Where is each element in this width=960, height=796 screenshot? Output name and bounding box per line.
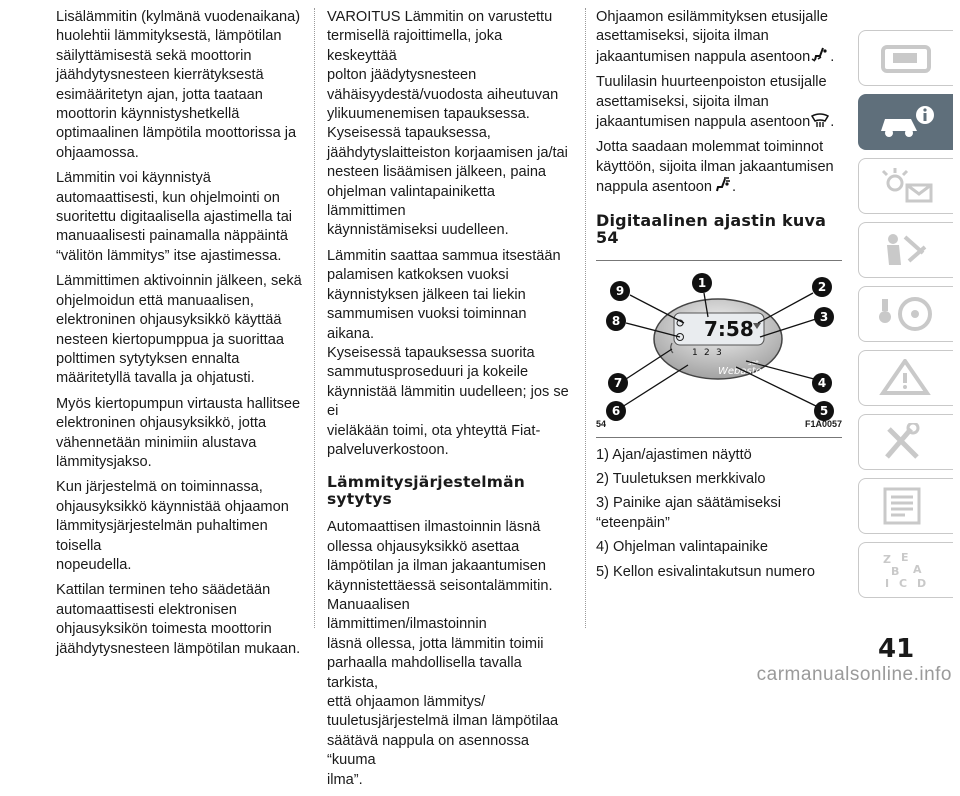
- chapter-sidebar: [858, 30, 954, 606]
- digital-timer-illustration: [596, 261, 842, 437]
- warning-lights-icon: [877, 167, 937, 205]
- section-heading: Digitaalinen ajastin kuva 54: [596, 210, 827, 247]
- column-1: [56, 8, 302, 665]
- tab-emergency[interactable]: [858, 350, 953, 406]
- tab-driving[interactable]: [858, 286, 953, 342]
- program-digit: 2: [704, 347, 710, 358]
- car-dashboard-icon: [877, 39, 937, 77]
- paragraph: Lämmitin voi käynnistyä automaattisesti, kun ohjelmointi on suoritettu digitaalisella ajastimella tai manuaalisesti painamalla näppäintä “välitön lämmitys” itse ajastimessa.: [56, 170, 293, 264]
- technical-data-icon: [877, 487, 937, 525]
- car-info-icon: [877, 103, 937, 141]
- callout-number: 2: [817, 279, 827, 294]
- callout-number: 8: [611, 313, 621, 328]
- paragraph: Lämmitin saattaa sammua itsestään palamisen katkoksen vuoksi käynnistyksen jälkeen tai liekin sammumisen vuoksi toiminnan aikana. Kyseisessä tapauksessa suorita sammutusproseduuri ja kokeile käynnistää lämmitin uudelleen; jos se ei vieläkään toimi, ota yhteyttä Fiat- palveluverkostoon.: [327, 247, 569, 458]
- list-item: 5) Kellon esivalintakutsun numero: [596, 563, 816, 580]
- display-time: 7:58: [704, 316, 754, 341]
- legend-list: [596, 446, 844, 582]
- callout-number: 9: [615, 283, 625, 298]
- maintenance-tools-icon: [877, 423, 937, 461]
- page-number: 41: [878, 634, 915, 664]
- callout-number: 6: [611, 403, 621, 418]
- set-label: set: [748, 358, 759, 367]
- svg-text:I: I: [885, 577, 890, 589]
- figure-number: 54: [596, 419, 607, 430]
- svg-text:Z: Z: [883, 553, 891, 566]
- callout-number: 4: [817, 375, 827, 390]
- svg-text:B: B: [891, 565, 900, 578]
- callout-number: 7: [613, 375, 623, 390]
- brand-logo: Webasto: [718, 365, 762, 377]
- alphabetical-index-icon: [877, 551, 937, 589]
- watermark: carmanualsonline.info: [756, 664, 952, 685]
- list-item: 1) Ajan/ajastimen näyttö: [596, 446, 752, 463]
- tab-technical-data[interactable]: [858, 478, 953, 534]
- paragraph: Automaattisen ilmastoinnin läsnä ollessa ohjausyksikkö asettaa lämpötilan ja ilman jakaantumisen käynnistettäessä seisontalämmitin. Manuaalisen lämmittimen/ilmastoinnin läsnä ollessa, jotta lämmitin toimii parhaalla mahdollisella tavalla tarkista, että ohjaamon lämmitys/ tuuletusjärjestelmä ilman lämpötilaa säätävä nappula on asennossa “kuuma ilma”.: [327, 519, 559, 788]
- steering-wheel-icon: [877, 295, 937, 333]
- list-item: 3) Painike ajan säätämiseksi “eteenpäin”: [596, 495, 781, 531]
- figure-code: F1A0057: [804, 419, 842, 430]
- column-3: [596, 8, 844, 587]
- section-heading: Lämmitysjärjestelmän sytytys: [327, 473, 526, 509]
- floor-airflow-icon: [810, 47, 830, 63]
- column-divider: [585, 8, 587, 628]
- svg-text:C: C: [899, 577, 908, 589]
- tab-index[interactable]: [858, 542, 953, 598]
- airbag-safety-icon: [877, 231, 937, 269]
- floor-defrost-airflow-icon: [712, 177, 732, 193]
- warning-paragraph: VAROITUS Lämmitin on varustettu termisellä rajoittimella, joka keskeyttää polton jäädytysnesteen vähäisyydestä/vuodosta aiheutuvan ylikuumenemisen tapauksessa. Kyseisessä tapauksessa, jäähdytyslaitteiston korjaamisen ja/tai nesteen lisäämisen jälkeen, paina ohjelman valintapainiketta lämmittimen käynnistämiseksi uudelleen.: [327, 9, 568, 239]
- tab-dashboard[interactable]: [858, 30, 953, 86]
- windshield-defrost-icon: [810, 112, 830, 128]
- svg-text:E: E: [901, 551, 909, 564]
- svg-text:D: D: [917, 577, 927, 589]
- column-divider: [314, 8, 316, 628]
- paragraph: Lisälämmitin (kylmänä vuodenaikana) huolehtii lämmityksestä, lämpötilan säilyttämisestä sekä moottorin jäähdytysnesteen kierrätyksestä esimääritetyn ajan, jotta taataan moottorin käynnistyshetkellä optimaalinen lämpötila moottorissa ja ohjaamossa.: [56, 9, 301, 161]
- program-digit: 1: [692, 347, 698, 358]
- paragraph: Jotta saadaan molemmat toiminnot käyttöön, sijoita ilman jakaantumisen nappula asentoon .: [596, 139, 834, 196]
- callout-number: 5: [819, 403, 829, 418]
- paragraph: Kattilan terminen teho säädetään automaattisesti elektronisen ohjausyksikön toimesta moottorin jäähdytysnesteen lämpötilan mukaan.: [56, 582, 301, 657]
- column-2: [327, 8, 573, 796]
- tab-maintenance[interactable]: [858, 414, 953, 470]
- tab-safety[interactable]: [858, 222, 953, 278]
- list-item: 2) Tuuletuksen merkkivalo: [596, 471, 766, 488]
- paragraph: Myös kiertopumpun virtausta hallitsee elektroninen ohjausyksikkö, jotta vähennetään minimiin alustava lämmitysjakso.: [56, 395, 301, 470]
- program-digit: 3: [716, 347, 722, 358]
- paragraph: Ohjaamon esilämmityksen etusijalle asettamiseksi, sijoita ilman jakaantumisen nappula asentoon .: [596, 9, 835, 65]
- emergency-triangle-icon: [877, 359, 937, 397]
- paragraph: Lämmittimen aktivoinnin jälkeen, sekä ohjelmoidun että manuaalisen, elektroninen ohjausyksikkö käyttää nesteen kiertopumppua ja suorittaa polttimen sytytyksen ennalta määritetyllä tavalla ja ohjatusti.: [56, 273, 302, 387]
- svg-text:A: A: [913, 563, 922, 576]
- tab-warning-lights[interactable]: [858, 158, 953, 214]
- callout-number: 3: [819, 309, 829, 324]
- paragraph: Tuulilasin huurteenpoiston etusijalle asettamiseksi, sijoita ilman jakaantumisen nappula asentoon .: [596, 74, 835, 131]
- list-item: 4) Ohjelman valintapainike: [596, 539, 768, 556]
- tab-car-info[interactable]: [858, 94, 953, 150]
- timer-figure: [596, 260, 842, 438]
- callout-number: 1: [697, 275, 707, 290]
- paragraph: Kun järjestelmä on toiminnassa, ohjausyksikkö käynnistää ohjaamon lämmitysjärjestelmän puhaltimen toisella nopeudella.: [56, 479, 289, 573]
